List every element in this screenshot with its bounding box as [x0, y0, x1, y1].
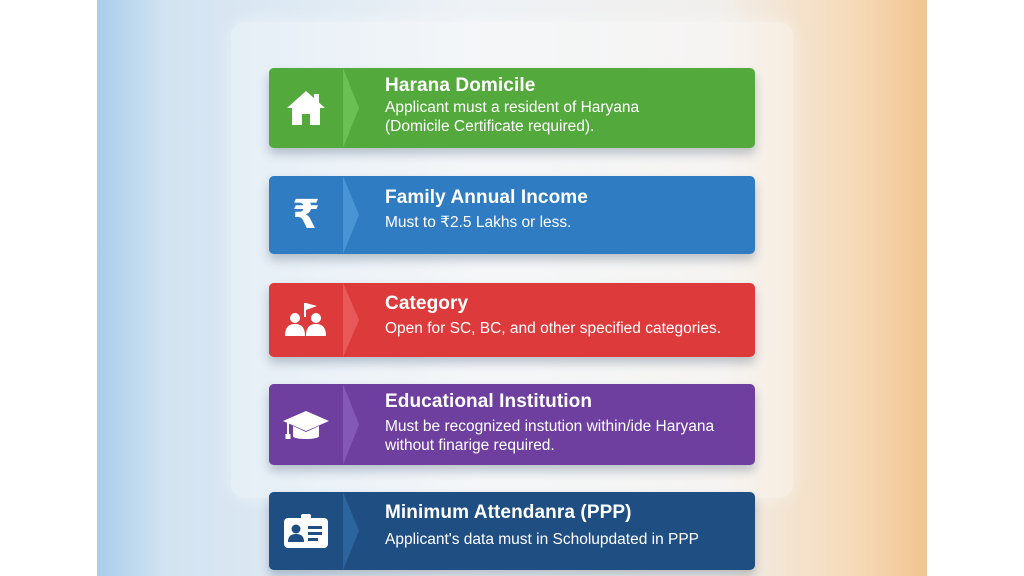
- card-description-line: Must to ₹2.5 Lakhs or less.: [385, 214, 572, 231]
- card-description-line: Applicant must a resident of Haryana: [385, 99, 640, 116]
- card-icon-box: [269, 176, 343, 254]
- chevron-divider: [343, 176, 359, 254]
- card-icon-box: [269, 283, 343, 357]
- house-icon: [284, 88, 328, 128]
- card-title: Harana Domicile: [385, 75, 536, 96]
- eligibility-card-attendance: [269, 492, 755, 570]
- chevron-divider: [343, 283, 359, 357]
- chevron-divider: [343, 384, 359, 465]
- infographic-canvas: [97, 0, 927, 576]
- eligibility-card-category: [269, 283, 755, 357]
- rupee-icon: ₹: [292, 192, 320, 238]
- card-description-line: Must be recognized instution within/ide Haryana: [385, 418, 715, 435]
- card-title: Family Annual Income: [385, 187, 588, 208]
- id-card-icon: [282, 512, 330, 550]
- card-description-line: (Domicile Certificate required).: [385, 118, 595, 135]
- card-description-line: Applicant's data must in Scholupdated in PPP: [385, 531, 700, 548]
- card-icon-box: [269, 492, 343, 570]
- card-title: Minimum Attendanra (PPP): [385, 502, 632, 523]
- card-icon-box: [269, 384, 343, 465]
- chevron-divider: [343, 68, 359, 148]
- card-title: Educational Institution: [385, 391, 593, 412]
- people-flag-icon: [283, 300, 329, 340]
- card-description-line: Open for SC, BC, and other specified categories.: [385, 320, 722, 337]
- card-icon-box: [269, 68, 343, 148]
- eligibility-card-domicile: [269, 68, 755, 148]
- card-title: Category: [385, 293, 469, 314]
- graduation-cap-icon: [281, 405, 331, 445]
- eligibility-card-income: [269, 176, 755, 254]
- card-description-line: without finarige required.: [385, 437, 555, 454]
- chevron-divider: [343, 492, 359, 570]
- eligibility-card-institution: [269, 384, 755, 465]
